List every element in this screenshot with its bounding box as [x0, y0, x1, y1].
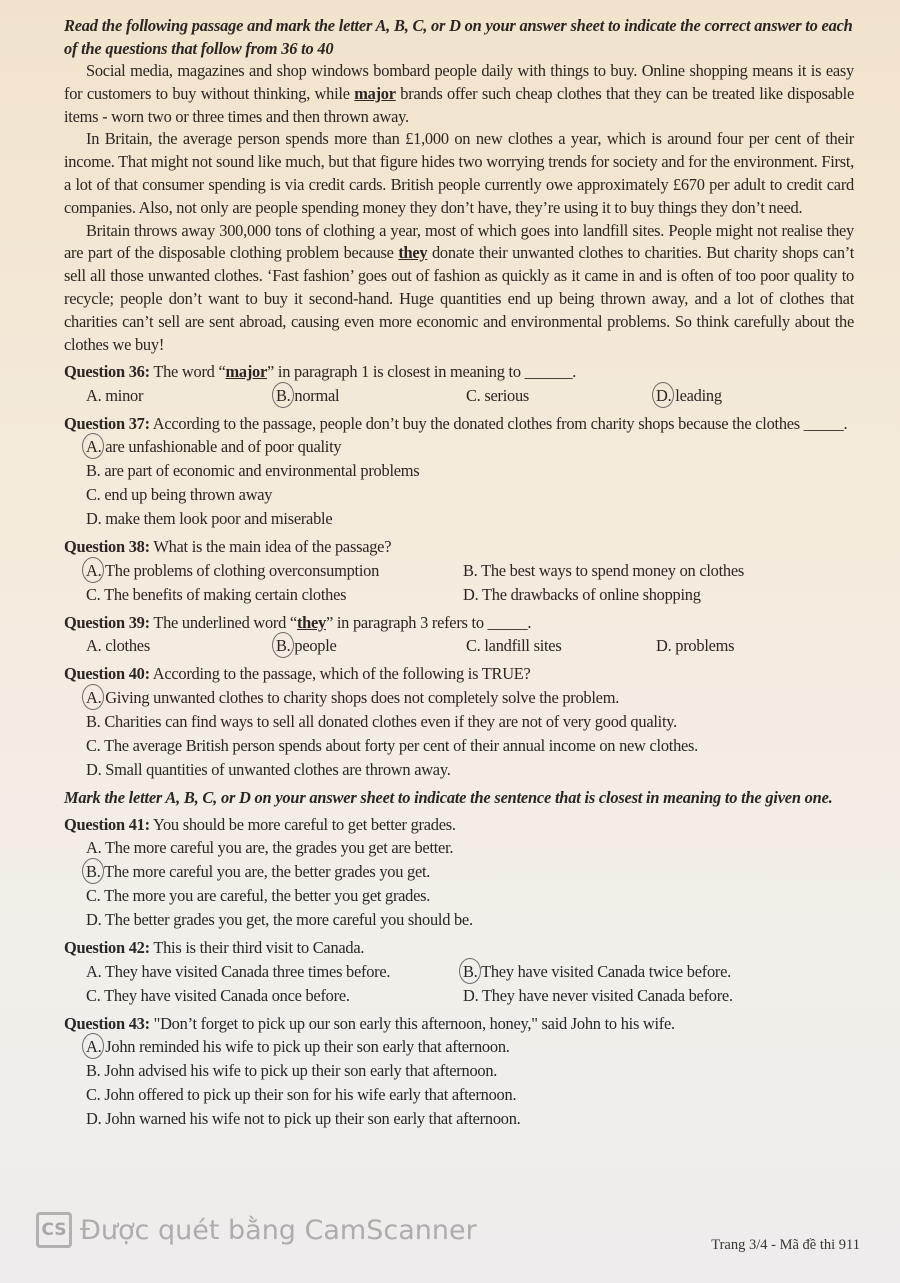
- question-41: Question 41: You should be more careful to get better grades. A. The more careful you are, the grades you get are better. B. The more careful you are, the better grades you get. C. The more you are careful, the better you get grades. D. The better grades you get, the more careful you should be.: [64, 813, 854, 933]
- question-label: Question 40:: [64, 664, 150, 684]
- option-a[interactable]: A. minor: [86, 385, 144, 405]
- option-d[interactable]: D. problems: [656, 636, 735, 656]
- question-label: Question 41:: [64, 814, 150, 834]
- underlined-word-they: they: [398, 243, 428, 263]
- option-b[interactable]: B. The more careful you are, the better grades you get.: [86, 860, 854, 884]
- option-b[interactable]: B. normal: [276, 384, 466, 408]
- option-a[interactable]: A. The more careful you are, the grades you get are better.: [86, 838, 454, 858]
- options: [64, 686, 854, 782]
- option-c[interactable]: C. The average British person spends about forty per cent of their annual income on new clothes.: [86, 735, 699, 755]
- options: [64, 634, 854, 658]
- options: [64, 559, 854, 607]
- option-a[interactable]: A. The problems of clothing overconsumption: [86, 559, 463, 583]
- section-instruction-2: Mark the letter A, B, C, or D on your answer sheet to indicate the sentence that is closest in meaning to the given one.: [64, 787, 833, 807]
- underlined-word: major: [225, 362, 268, 382]
- option-d[interactable]: D. leading: [656, 384, 846, 408]
- option-c[interactable]: C. The benefits of making certain clothes: [86, 584, 347, 604]
- passage-paragraph-2: In Britain, the average person spends more than £1,000 on new clothes a year, which is around four per cent of their income. That might not sound like much, but that figure hides two worrying trends for society and for the environment. First, a lot of that consumer spending is via credit cards. British people currently owe approximately £670 per adult to credit card companies. Also, not only are people spending money they don’t have, they’re using it to buy things they don’t need.: [64, 129, 854, 217]
- underlined-word-major: major: [354, 83, 396, 103]
- question-36: Question 36: The word “major” in paragraph 1 is closest in meaning to ______. A. minor B. normal C. serious D. leading: [64, 360, 854, 408]
- option-c[interactable]: C. The more you are careful, the better you get grades.: [86, 886, 431, 906]
- question-label: Question 36:: [64, 362, 150, 382]
- question-42: Question 42: This is their third visit to Canada. A. They have visited Canada three times before. B. They have visited Canada twice before. C. They have visited Canada once before. D. They have never visited Canada before.: [64, 936, 854, 1008]
- option-c[interactable]: C. landfill sites: [466, 636, 562, 656]
- question-38: Question 38: What is the main idea of the passage? A. The problems of clothing overconsumption B. The best ways to spend money on clothes C. The benefits of making certain clothes D. The drawbacks of online shopping: [64, 535, 854, 607]
- option-a[interactable]: A. John reminded his wife to pick up their son early that afternoon.: [86, 1035, 854, 1059]
- option-d[interactable]: D. They have never visited Canada before.: [463, 985, 733, 1005]
- option-b[interactable]: B. Charities can find ways to sell all donated clothes even if they are not of very good quality.: [86, 711, 677, 731]
- watermark-text: Được quét bằng CamScanner: [80, 1214, 477, 1246]
- options: [64, 435, 854, 531]
- option-b[interactable]: B. The best ways to spend money on clothes: [463, 560, 745, 580]
- option-c[interactable]: C. serious: [466, 385, 530, 405]
- option-b[interactable]: B. They have visited Canada twice before.: [463, 960, 863, 984]
- options: [64, 384, 854, 408]
- options: [64, 1035, 854, 1131]
- question-label: Question 43:: [64, 1013, 150, 1033]
- option-c[interactable]: C. end up being thrown away: [86, 485, 273, 505]
- option-d[interactable]: D. The better grades you get, the more careful you should be.: [86, 910, 473, 930]
- option-c[interactable]: C. They have visited Canada once before.: [86, 985, 350, 1005]
- camscanner-watermark: [36, 1212, 477, 1248]
- question-40: Question 40: According to the passage, which of the following is TRUE? A. Giving unwanted clothes to charity shops does not completely solve the problem. B. Charities can find ways to sell all donated clothes even if they are not of very good quality. C. The average British person spends about forty per cent of their annual income on new clothes. D. Small quantities of unwanted clothes are thrown away.: [64, 662, 854, 782]
- question-37: Question 37: According to the passage, people don’t buy the donated clothes from charity shops because the clothes _____. A. are unfashionable and of poor quality B. are part of economic and environmental problems C. end up being thrown away D. make them look poor and miserable: [64, 412, 854, 532]
- underlined-word: they: [296, 612, 326, 632]
- camscanner-logo-icon: CS: [36, 1212, 72, 1248]
- question-label: Question 37:: [64, 413, 150, 433]
- option-b[interactable]: B. John advised his wife to pick up their son early that afternoon.: [86, 1061, 498, 1081]
- option-d[interactable]: D. The drawbacks of online shopping: [463, 584, 701, 604]
- option-d[interactable]: D. Small quantities of unwanted clothes are thrown away.: [86, 759, 451, 779]
- option-a[interactable]: A. clothes: [86, 636, 150, 656]
- options: [64, 960, 854, 1008]
- exam-page: [64, 14, 854, 1131]
- question-label: Question 42:: [64, 938, 150, 958]
- passage-paragraph-3: Britain throws away 300,000 tons of clothing a year, most of which goes into landfill sites. People might not realise they are part of the disposable clothing problem because they donate their unwanted clothes to charities. But charity shops can’t sell all those unwanted clothes. ‘Fast fashion’ goes out of fashion as quickly as it came in and is often of too poor quality to recycle; people don’t want to buy it second-hand. Huge quantities end up being thrown away, and a lot of clothes that charities can’t sell are sent abroad, causing even more economic and environmental problems. So think carefully about the clothes we buy!: [64, 220, 854, 354]
- option-a[interactable]: A. Giving unwanted clothes to charity shops does not completely solve the problem.: [86, 686, 854, 710]
- options: [64, 836, 854, 932]
- option-c[interactable]: C. John offered to pick up their son for his wife early that afternoon.: [86, 1085, 517, 1105]
- question-43: Question 43: "Don’t forget to pick up our son early this afternoon, honey," said John to his wife. A. John reminded his wife to pick up their son early that afternoon. B. John advised his wife to pick up their son early that afternoon. C. John offered to pick up their son for his wife early that afternoon. D. John warned his wife not to pick up their son early that afternoon.: [64, 1012, 854, 1132]
- reading-passage: [64, 60, 854, 356]
- option-d[interactable]: D. make them look poor and miserable: [86, 509, 333, 529]
- option-a[interactable]: A. They have visited Canada three times before.: [86, 961, 391, 981]
- question-label: Question 38:: [64, 537, 150, 557]
- passage-paragraph-1: Social media, magazines and shop windows bombard people daily with things to buy. Online shopping means it is easy for customers to buy without thinking, while major brands offer such cheap clothes that they can be treated like disposable items - worn two or three times and then thrown away.: [64, 61, 855, 126]
- question-39: Question 39: The underlined word “they” in paragraph 3 refers to _____. A. clothes B. people C. landfill sites D. problems: [64, 611, 854, 659]
- option-b[interactable]: B. people: [276, 634, 466, 658]
- option-d[interactable]: D. John warned his wife not to pick up their son early that afternoon.: [86, 1109, 521, 1129]
- option-b[interactable]: B. are part of economic and environmental problems: [86, 461, 420, 481]
- page-footer: Trang 3/4 - Mã đề thi 911: [711, 1237, 860, 1253]
- section-instruction: Read the following passage and mark the letter A, B, C, or D on your answer sheet to indicate the correct answer to each of the questions that follow from 36 to 40: [64, 16, 853, 58]
- question-label: Question 39:: [64, 612, 150, 632]
- option-a[interactable]: A. are unfashionable and of poor quality: [86, 435, 854, 459]
